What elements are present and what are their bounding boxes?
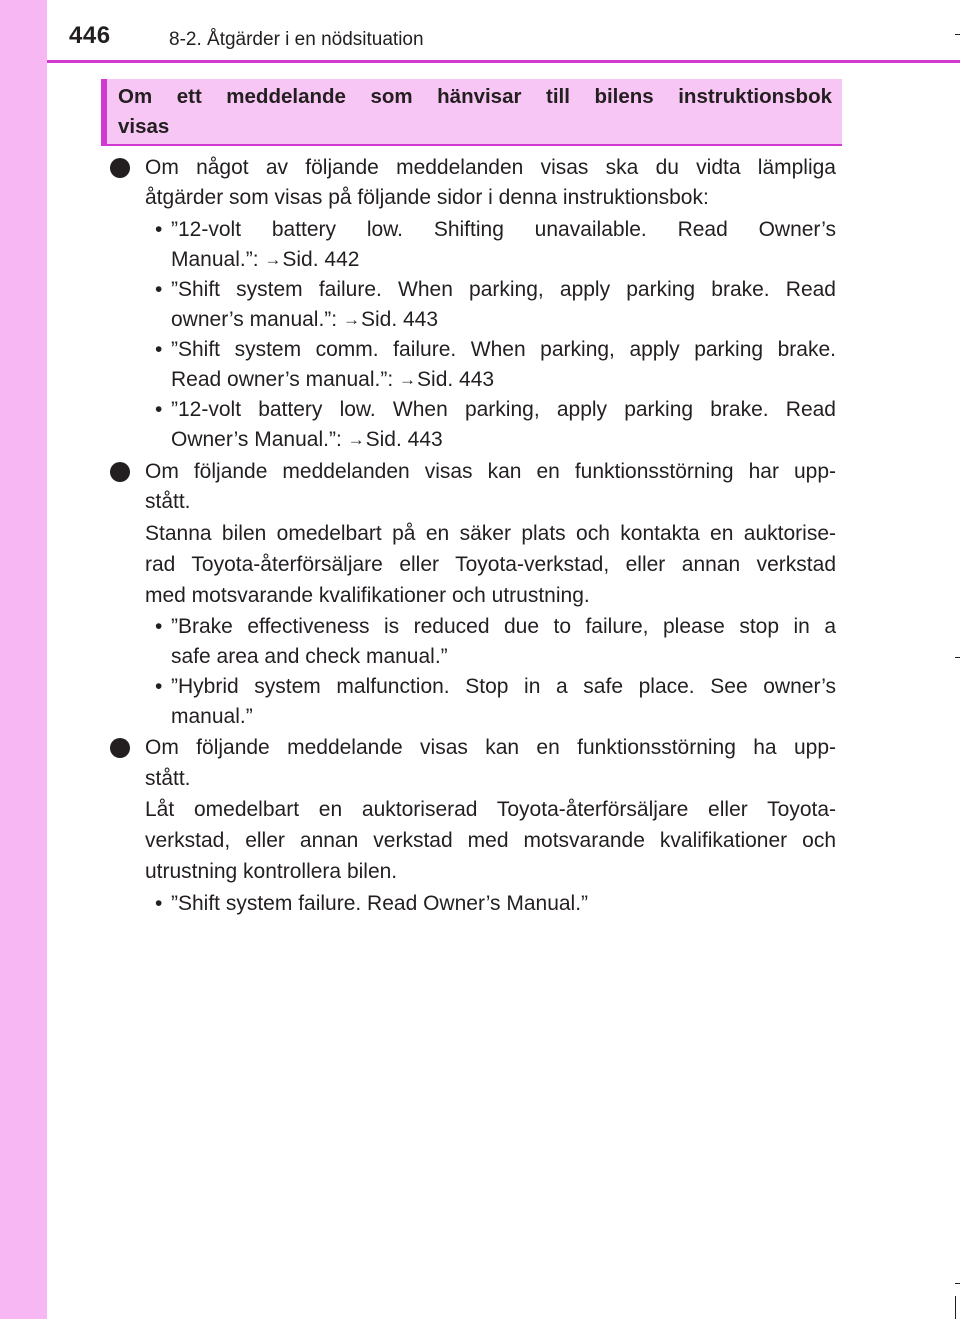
section-title: 8-2. Åtgärder i en nödsituation xyxy=(169,29,424,50)
paragraph-line: Stanna bilen omedelbart på en säker plats och kontakta en auktorise- xyxy=(145,522,836,545)
paragraph-line: Om följande meddelande visas kan en funktionsstörning ha upp- xyxy=(145,736,836,759)
arrow-right-icon: → xyxy=(347,430,365,449)
crop-mark-top xyxy=(955,34,960,35)
round-bullet-icon xyxy=(110,462,130,482)
message-item-line: owner’s manual.”: →Sid. 443 xyxy=(171,305,438,336)
page-reference: Sid. 443 xyxy=(360,308,439,331)
list-dot: • xyxy=(155,892,163,915)
message-item-line: manual.” xyxy=(171,705,253,728)
paragraph-line: rad Toyota-återförsäljare eller Toyota-verkstad, eller annan verkstad xyxy=(145,553,836,576)
message-item-line: ”12-volt battery low. Shifting unavailable. Read Owner’s xyxy=(171,218,836,241)
message-item-line: Owner’s Manual.”: →Sid. 443 xyxy=(171,425,443,456)
paragraph-line: Låt omedelbart en auktoriserad Toyota-återförsäljare eller Toyota- xyxy=(145,798,836,821)
paragraph-line: med motsvarande kvalifikationer och utrustning. xyxy=(145,584,590,607)
message-item-line: ”Shift system failure. Read Owner’s Manual.” xyxy=(171,892,589,915)
paragraph-line: stått. xyxy=(145,767,191,790)
list-dot: • xyxy=(155,278,163,301)
page-reference: Sid. 443 xyxy=(417,368,495,391)
page-reference: Sid. 442 xyxy=(282,248,360,271)
list-dot: • xyxy=(155,218,163,241)
crop-mark-bottom-h xyxy=(955,1283,960,1284)
heading-rule xyxy=(101,144,842,146)
list-dot: • xyxy=(155,615,163,638)
crop-mark-bottom-v xyxy=(955,1296,956,1319)
paragraph-line: stått. xyxy=(145,490,191,513)
list-dot: • xyxy=(155,338,163,361)
paragraph-line: åtgärder som visas på följande sidor i denna instruktionsbok: xyxy=(145,186,709,209)
header-rule xyxy=(47,60,960,63)
list-dot: • xyxy=(155,398,163,421)
list-dot: • xyxy=(155,675,163,698)
message-item-line: ”Shift system failure. When parking, apply parking brake. Read xyxy=(171,278,836,301)
message-item-line: ”Hybrid system malfunction. Stop in a safe place. See owner’s xyxy=(171,675,836,698)
page-number: 446 xyxy=(69,22,111,49)
arrow-right-icon: → xyxy=(399,370,417,389)
paragraph-line: utrustning kontrollera bilen. xyxy=(145,860,398,883)
round-bullet-icon xyxy=(110,738,130,758)
message-item-line: ”Brake effectiveness is reduced due to failure, please stop in a xyxy=(171,615,836,638)
section-heading-line-1: Om ett meddelande som hänvisar till bilens instruktionsbok xyxy=(118,85,832,108)
paragraph-line: Om följande meddelanden visas kan en funktionsstörning har upp- xyxy=(145,460,836,483)
crop-mark-mid xyxy=(955,657,960,658)
section-heading-line-2: visas xyxy=(118,115,170,138)
section-heading-box xyxy=(101,79,842,145)
message-item-line: ”Shift system comm. failure. When parking, apply parking brake. xyxy=(171,338,836,361)
message-item-line: safe area and check manual.” xyxy=(171,645,448,668)
chapter-tab-bar xyxy=(0,0,47,1319)
page-reference: Sid. 443 xyxy=(365,428,443,451)
round-bullet-icon xyxy=(110,158,130,178)
message-item-line: ”12-volt battery low. When parking, apply parking brake. Read xyxy=(171,398,836,421)
message-item-line: Read owner’s manual.”: →Sid. 443 xyxy=(171,365,494,396)
message-item-line: Manual.”: →Sid. 442 xyxy=(171,245,359,276)
paragraph-line: Om något av följande meddelanden visas ska du vidta lämpliga xyxy=(145,156,836,179)
arrow-right-icon: → xyxy=(264,250,282,269)
arrow-right-icon: → xyxy=(342,310,360,329)
paragraph-line: verkstad, eller annan verkstad med motsvarande kvalifikationer och xyxy=(145,829,836,852)
